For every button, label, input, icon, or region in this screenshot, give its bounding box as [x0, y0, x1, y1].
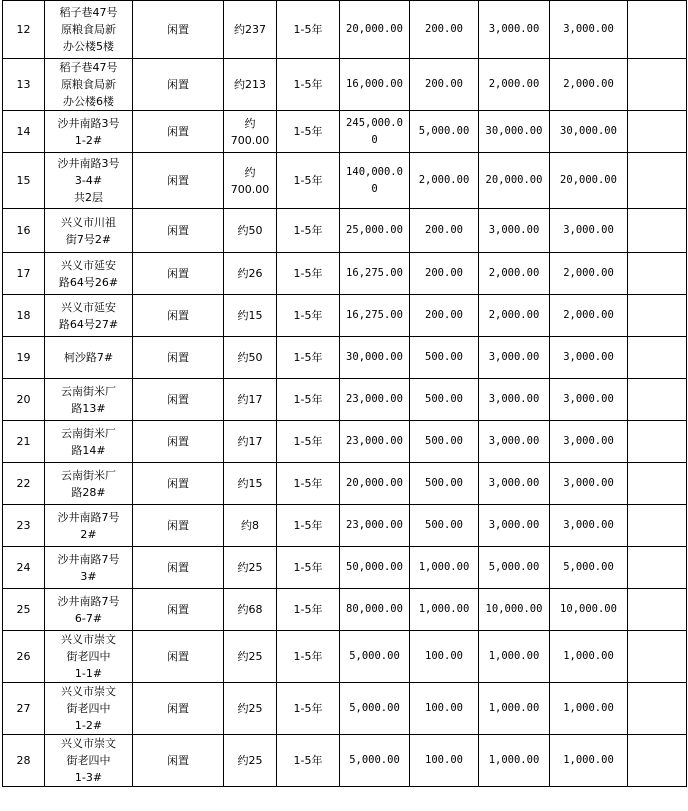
status-cell: 闲置 — [133, 209, 224, 253]
area-cell: 约17 — [224, 379, 277, 421]
status-cell: 闲置 — [133, 421, 224, 463]
table-row — [3, 111, 687, 153]
value-cell-3: 10,000.00 — [479, 589, 550, 631]
value-cell-2: 100.00 — [410, 631, 479, 683]
value-cell-4: 3,000.00 — [550, 1, 628, 59]
address-cell: 云南街米厂 路13# — [45, 379, 133, 421]
note-cell — [628, 253, 687, 295]
row-number: 19 — [3, 337, 45, 379]
area-cell: 约25 — [224, 547, 277, 589]
row-number: 18 — [3, 295, 45, 337]
term-cell: 1-5年 — [277, 505, 340, 547]
term-cell: 1-5年 — [277, 735, 340, 787]
term-cell: 1-5年 — [277, 295, 340, 337]
row-number: 28 — [3, 735, 45, 787]
area-cell: 约213 — [224, 59, 277, 111]
area-cell: 约25 — [224, 683, 277, 735]
note-cell — [628, 505, 687, 547]
status-cell: 闲置 — [133, 295, 224, 337]
note-cell — [628, 589, 687, 631]
table-row — [3, 337, 687, 379]
value-cell-4: 3,000.00 — [550, 463, 628, 505]
value-cell-2: 200.00 — [410, 1, 479, 59]
value-cell-1: 20,000.00 — [340, 1, 410, 59]
value-cell-2: 500.00 — [410, 421, 479, 463]
note-cell — [628, 59, 687, 111]
address-cell: 沙井南路3号 1-2# — [45, 111, 133, 153]
value-cell-3: 1,000.00 — [479, 683, 550, 735]
row-number: 21 — [3, 421, 45, 463]
value-cell-1: 5,000.00 — [340, 735, 410, 787]
value-cell-4: 20,000.00 — [550, 153, 628, 209]
address-cell: 兴义市崇文 街老四中 1-1# — [45, 631, 133, 683]
address-cell: 兴义市崇文 街老四中 1-2# — [45, 683, 133, 735]
status-cell: 闲置 — [133, 337, 224, 379]
note-cell — [628, 295, 687, 337]
value-cell-3: 3,000.00 — [479, 379, 550, 421]
note-cell — [628, 209, 687, 253]
value-cell-2: 1,000.00 — [410, 589, 479, 631]
area-cell: 约15 — [224, 295, 277, 337]
note-cell — [628, 547, 687, 589]
value-cell-2: 5,000.00 — [410, 111, 479, 153]
value-cell-4: 1,000.00 — [550, 683, 628, 735]
row-number: 16 — [3, 209, 45, 253]
term-cell: 1-5年 — [277, 337, 340, 379]
row-number: 22 — [3, 463, 45, 505]
area-cell: 约15 — [224, 463, 277, 505]
table-row — [3, 735, 687, 787]
row-number: 20 — [3, 379, 45, 421]
area-cell: 约 700.00 — [224, 111, 277, 153]
row-number: 23 — [3, 505, 45, 547]
table-row — [3, 253, 687, 295]
value-cell-2: 2,000.00 — [410, 153, 479, 209]
table-row — [3, 209, 687, 253]
status-cell: 闲置 — [133, 547, 224, 589]
area-cell: 约50 — [224, 337, 277, 379]
address-cell: 稻子巷47号 原粮食局新 办公楼6楼 — [45, 59, 133, 111]
status-cell: 闲置 — [133, 631, 224, 683]
term-cell: 1-5年 — [277, 1, 340, 59]
value-cell-3: 5,000.00 — [479, 547, 550, 589]
row-number: 26 — [3, 631, 45, 683]
value-cell-2: 100.00 — [410, 735, 479, 787]
value-cell-3: 3,000.00 — [479, 505, 550, 547]
table-row — [3, 379, 687, 421]
area-cell: 约26 — [224, 253, 277, 295]
asset-table-body — [3, 1, 687, 787]
address-cell: 云南街米厂 路14# — [45, 421, 133, 463]
term-cell: 1-5年 — [277, 253, 340, 295]
table-row — [3, 463, 687, 505]
address-cell: 柯沙路7# — [45, 337, 133, 379]
value-cell-4: 1,000.00 — [550, 735, 628, 787]
value-cell-3: 1,000.00 — [479, 631, 550, 683]
status-cell: 闲置 — [133, 379, 224, 421]
term-cell: 1-5年 — [277, 209, 340, 253]
value-cell-3: 30,000.00 — [479, 111, 550, 153]
value-cell-4: 2,000.00 — [550, 59, 628, 111]
row-number: 27 — [3, 683, 45, 735]
value-cell-1: 23,000.00 — [340, 505, 410, 547]
status-cell: 闲置 — [133, 589, 224, 631]
value-cell-1: 16,275.00 — [340, 295, 410, 337]
value-cell-1: 140,000.0 0 — [340, 153, 410, 209]
term-cell: 1-5年 — [277, 589, 340, 631]
value-cell-2: 500.00 — [410, 379, 479, 421]
address-cell: 兴义市延安 路64号26# — [45, 253, 133, 295]
value-cell-1: 80,000.00 — [340, 589, 410, 631]
value-cell-2: 200.00 — [410, 59, 479, 111]
value-cell-1: 30,000.00 — [340, 337, 410, 379]
value-cell-4: 3,000.00 — [550, 337, 628, 379]
value-cell-1: 16,275.00 — [340, 253, 410, 295]
note-cell — [628, 735, 687, 787]
note-cell — [628, 379, 687, 421]
note-cell — [628, 463, 687, 505]
term-cell: 1-5年 — [277, 463, 340, 505]
value-cell-3: 1,000.00 — [479, 735, 550, 787]
area-cell: 约68 — [224, 589, 277, 631]
value-cell-2: 500.00 — [410, 505, 479, 547]
table-row — [3, 589, 687, 631]
value-cell-3: 3,000.00 — [479, 1, 550, 59]
term-cell: 1-5年 — [277, 379, 340, 421]
row-number: 25 — [3, 589, 45, 631]
status-cell: 闲置 — [133, 1, 224, 59]
value-cell-4: 30,000.00 — [550, 111, 628, 153]
row-number: 15 — [3, 153, 45, 209]
address-cell: 沙井南路7号 6-7# — [45, 589, 133, 631]
status-cell: 闲置 — [133, 111, 224, 153]
note-cell — [628, 337, 687, 379]
note-cell — [628, 421, 687, 463]
note-cell — [628, 683, 687, 735]
term-cell: 1-5年 — [277, 547, 340, 589]
table-row — [3, 631, 687, 683]
address-cell: 稻子巷47号 原粮食局新 办公楼5楼 — [45, 1, 133, 59]
value-cell-3: 2,000.00 — [479, 59, 550, 111]
area-cell: 约17 — [224, 421, 277, 463]
value-cell-1: 23,000.00 — [340, 379, 410, 421]
table-row — [3, 153, 687, 209]
value-cell-2: 200.00 — [410, 209, 479, 253]
value-cell-4: 2,000.00 — [550, 253, 628, 295]
value-cell-4: 10,000.00 — [550, 589, 628, 631]
value-cell-1: 5,000.00 — [340, 683, 410, 735]
table-row — [3, 683, 687, 735]
value-cell-1: 50,000.00 — [340, 547, 410, 589]
value-cell-3: 3,000.00 — [479, 209, 550, 253]
value-cell-4: 3,000.00 — [550, 421, 628, 463]
note-cell — [628, 111, 687, 153]
table-row — [3, 59, 687, 111]
area-cell: 约50 — [224, 209, 277, 253]
value-cell-1: 245,000.0 0 — [340, 111, 410, 153]
value-cell-1: 5,000.00 — [340, 631, 410, 683]
value-cell-4: 3,000.00 — [550, 209, 628, 253]
term-cell: 1-5年 — [277, 631, 340, 683]
address-cell: 兴义市延安 路64号27# — [45, 295, 133, 337]
value-cell-4: 3,000.00 — [550, 379, 628, 421]
value-cell-1: 20,000.00 — [340, 463, 410, 505]
value-cell-3: 2,000.00 — [479, 253, 550, 295]
table-row — [3, 547, 687, 589]
value-cell-4: 1,000.00 — [550, 631, 628, 683]
value-cell-1: 23,000.00 — [340, 421, 410, 463]
value-cell-1: 16,000.00 — [340, 59, 410, 111]
area-cell: 约 700.00 — [224, 153, 277, 209]
term-cell: 1-5年 — [277, 111, 340, 153]
note-cell — [628, 153, 687, 209]
value-cell-4: 2,000.00 — [550, 295, 628, 337]
value-cell-3: 3,000.00 — [479, 421, 550, 463]
value-cell-2: 1,000.00 — [410, 547, 479, 589]
address-cell: 沙井南路7号 2# — [45, 505, 133, 547]
value-cell-4: 5,000.00 — [550, 547, 628, 589]
value-cell-1: 25,000.00 — [340, 209, 410, 253]
asset-table — [2, 0, 687, 787]
note-cell — [628, 1, 687, 59]
term-cell: 1-5年 — [277, 59, 340, 111]
row-number: 14 — [3, 111, 45, 153]
term-cell: 1-5年 — [277, 421, 340, 463]
value-cell-4: 3,000.00 — [550, 505, 628, 547]
status-cell: 闲置 — [133, 59, 224, 111]
address-cell: 兴义市崇文 街老四中 1-3# — [45, 735, 133, 787]
note-cell — [628, 631, 687, 683]
value-cell-3: 2,000.00 — [479, 295, 550, 337]
address-cell: 沙井南路7号 3# — [45, 547, 133, 589]
value-cell-2: 500.00 — [410, 337, 479, 379]
term-cell: 1-5年 — [277, 683, 340, 735]
table-row — [3, 295, 687, 337]
status-cell: 闲置 — [133, 735, 224, 787]
value-cell-2: 200.00 — [410, 253, 479, 295]
value-cell-2: 200.00 — [410, 295, 479, 337]
status-cell: 闲置 — [133, 505, 224, 547]
status-cell: 闲置 — [133, 253, 224, 295]
table-row — [3, 421, 687, 463]
area-cell: 约25 — [224, 631, 277, 683]
value-cell-3: 3,000.00 — [479, 463, 550, 505]
address-cell: 兴义市川祖 街7号2# — [45, 209, 133, 253]
area-cell: 约237 — [224, 1, 277, 59]
row-number: 12 — [3, 1, 45, 59]
address-cell: 云南街米厂 路28# — [45, 463, 133, 505]
status-cell: 闲置 — [133, 463, 224, 505]
value-cell-2: 100.00 — [410, 683, 479, 735]
area-cell: 约25 — [224, 735, 277, 787]
value-cell-2: 500.00 — [410, 463, 479, 505]
row-number: 13 — [3, 59, 45, 111]
table-row — [3, 505, 687, 547]
status-cell: 闲置 — [133, 683, 224, 735]
value-cell-3: 3,000.00 — [479, 337, 550, 379]
row-number: 24 — [3, 547, 45, 589]
table-row — [3, 1, 687, 59]
area-cell: 约8 — [224, 505, 277, 547]
term-cell: 1-5年 — [277, 153, 340, 209]
address-cell: 沙井南路3号 3-4# 共2层 — [45, 153, 133, 209]
row-number: 17 — [3, 253, 45, 295]
value-cell-3: 20,000.00 — [479, 153, 550, 209]
status-cell: 闲置 — [133, 153, 224, 209]
